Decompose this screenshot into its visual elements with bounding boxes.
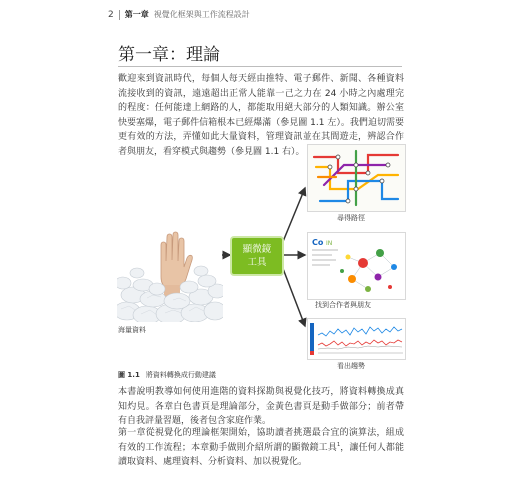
massive-data-label: 海量資料 [118,326,146,334]
tool-label-line2: 工具 [247,257,267,268]
route-map-thumbnail [307,144,406,212]
header-divider [119,10,120,20]
running-header [108,9,250,20]
microscope-tool-box [230,236,284,276]
paper-pile-image [117,215,223,322]
header-book-title: 視覺化框架與工作流程設計 [153,10,250,19]
svg-text:Co: Co [312,238,324,247]
header-chapter: 第一章 [124,10,149,19]
tool-label-line1: 顯微鏡 [242,244,272,255]
collaborator-network-thumbnail [307,232,406,300]
find-collaborators-label: 找到合作者與朋友 [315,301,371,309]
intro-paragraph: 歡迎來到資訊時代，每個人每天經由推特、電子郵件、新聞、各種資料流接收到的資訊，遠遠超出正常人能靠一己之力在 24 小時之內處理完的程度：任何能達上網路的人，都能取用絕大部分的人類知識。辦公室快要塞爆，電子郵件信箱根本已經爆滿（參見圖 1.1 左）。我們迫切需要更有效的方法，弄懂如此大量資料，管理資訊並在其間遊走，辨認合作者與朋友，看穿模式與趨勢（參見圖 1.1 右）。 [118,74,404,157]
figure-number: 圖 1.1 [118,371,140,379]
find-path-label: 尋得路徑 [337,214,365,222]
svg-text:IN: IN [326,240,333,247]
page-number: 2 [108,9,114,20]
figure-caption [118,370,216,380]
chapter-title: 第一章：理論 [118,45,220,65]
paragraph-3-text-end: ，讓任何人都能讀取資料、處理資料、分析資料、加以視覺化。 [118,442,404,468]
see-trends-label: 看出趨勢 [337,362,365,370]
title-rule [118,66,402,67]
footnote-marker: 1 [336,441,341,448]
body-paragraph-2: 本書說明教導如何使用進階的資料探勘與視覺化技巧，將資料轉換成真知灼見。各章白色書頁是理論部分，金黃色書頁是動手做部分；前者帶有自我評量習題，後者包含家庭作業。 [118,387,404,427]
paragraph-3-text: 第一章從視覺化的理論框架開始，協助讀者挑選最合宜的演算法，組成有效的工作流程；本章動手做則介紹所謂的顯微鏡工具 [118,428,404,453]
figure-caption-text: 將資料轉換成行動建議 [145,371,216,379]
trend-chart-thumbnail [307,318,406,360]
body-paragraph-3 [118,426,404,470]
